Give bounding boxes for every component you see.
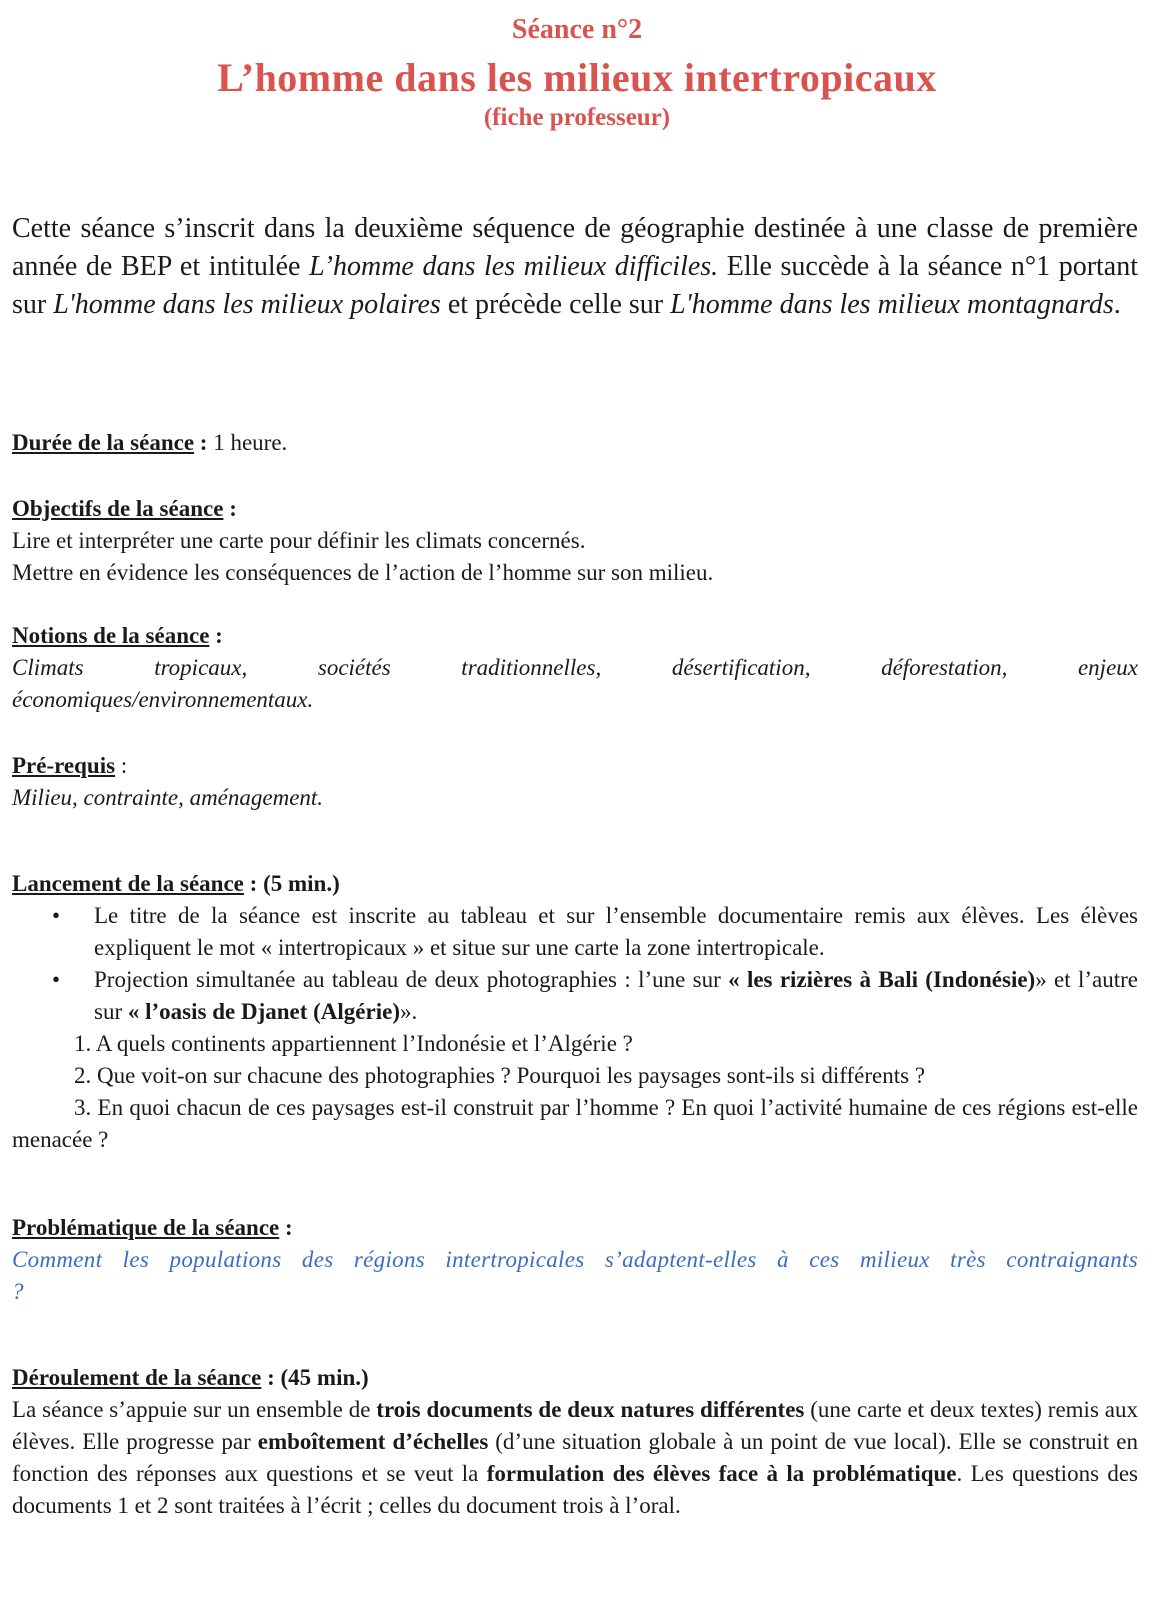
notions-label: Notions de la séance xyxy=(12,623,210,648)
duree-value: 1 heure. xyxy=(213,430,288,455)
photo-bali: « les rizières à Bali (Indonésie) xyxy=(728,967,1036,992)
page-title: L’homme dans les milieux intertropicaux xyxy=(217,55,937,100)
lancement-label: Lancement de la séance xyxy=(12,871,244,896)
intro-previous-seance: L'homme dans les milieux polaires xyxy=(53,289,441,320)
problematique-section: Problématique de la séance : Comment les populations des régions intertropicales s’adaptent-elles à ces milieux très contraignants ? xyxy=(12,1212,1138,1308)
question-3: 3. En quoi chacun de ces paysages est-il construit par l’homme ? En quoi l’activité humaine de ces régions est-elle menacée ? xyxy=(12,1095,1138,1152)
lancement-section: Lancement de la séance : (5 min.) • Le titre de la séance est inscrite au tableau et sur l’ensemble documentaire remis aux élèves. Les élèves expliquent le mot « intertropicaux » et situe sur une carte la zone intertropicale. • Projection simultanée au tableau de deux photographies : l’une sur « les rizières à Bali (Indonésie)» et l’autre sur « l’oasis de Djanet (Algérie)». 1. A quels continents appartiennent l’Indonésie et l’Algérie ? 2. Que voit-on sur chacune des photographies ? Pourquoi les paysages sont-ils si différents ? 3. En quoi chacun de ces paysages est-il construit par l’homme ? En quoi l’activité humaine de ces régions est-elle menacée ? xyxy=(12,868,1138,1156)
notions-text: Climats tropicaux, sociétés traditionnelles, désertification, déforestation, enjeux économiques/environnementaux. xyxy=(12,655,1138,712)
seance-number: Séance n°2 xyxy=(511,14,643,45)
notions-section: Notions de la séance : Climats tropicaux, sociétés traditionnelles, désertification, déforestation, enjeux économiques/environnementaux. xyxy=(12,620,1138,716)
intro-paragraph: Cette séance s’inscrit dans la deuxième séquence de géographie destinée à une classe de première année de BEP et intitulée L’homme dans les milieux difficiles. Elle succède à la séance n°1 portant sur L'homme dans les milieux polaires et précède celle sur L'homme dans les milieux montagnards. xyxy=(12,213,1139,320)
question-2: 2. Que voit-on sur chacune des photographies ? Pourquoi les paysages sont-ils si différents ? xyxy=(74,1063,926,1088)
deroulement-label: Déroulement de la séance xyxy=(12,1365,262,1390)
prerequis-label: Pré-requis xyxy=(12,753,116,778)
deroulement-duration: (45 min.) xyxy=(280,1365,369,1390)
duree-section: Durée de la séance : 1 heure. xyxy=(12,430,288,455)
intro-text-1: Cette séance s’inscrit dans la deuxième séquence de géographie destinée à une classe de première année de BEP et intitulée xyxy=(12,213,1138,282)
intro-text-3: et précède celle sur xyxy=(440,289,671,320)
list-item: • Le titre de la séance est inscrite au tableau et sur l’ensemble documentaire remis aux élèves. Les élèves expliquent le mot « intertropicaux » et situe sur une carte la zone intertropicale. xyxy=(94,900,1138,964)
prerequis-text: Milieu, contrainte, aménagement. xyxy=(12,785,324,810)
problematique-label: Problématique de la séance xyxy=(12,1215,280,1240)
lancement-duration: (5 min.) xyxy=(263,871,340,896)
photo-djanet: « l’oasis de Djanet (Algérie) xyxy=(127,999,400,1024)
intro-sequence-title: L’homme dans les milieux difficiles. xyxy=(309,251,719,282)
lancement-list xyxy=(12,900,1138,1028)
objectifs-section: Objectifs de la séance : Lire et interpréter une carte pour définir les climats concernés. Mettre en évidence les conséquences de l’action de l’homme sur son milieu. xyxy=(12,493,1138,589)
intro-text-2: Elle succède à la séance n°1 portant sur xyxy=(12,251,1139,320)
deroulement-text: La séance s’appuie sur un ensemble de trois documents de deux natures différentes (une carte et deux textes) remis aux élèves. Elle progresse par emboîtement d’échelles (d’une situation globale à un point de vue local). Elle se construit en fonction des réponses aux questions et se veut la formulation des élèves face à la problématique. Les questions des documents 1 et 2 sont traitées à l’écrit ; celles du document trois à l’oral. xyxy=(12,1397,1139,1518)
objectif-line: Mettre en évidence les conséquences de l’action de l’homme sur son milieu. xyxy=(12,560,714,585)
objectif-line: Lire et interpréter une carte pour définir les climats concernés. xyxy=(12,528,586,553)
list-item: • Projection simultanée au tableau de deux photographies : l’une sur « les rizières à Bali (Indonésie)» et l’autre sur « l’oasis de Djanet (Algérie)». xyxy=(94,964,1138,1028)
prerequis-section: Pré-requis : Milieu, contrainte, aménagement. xyxy=(12,750,1138,814)
page-subtitle: (fiche professeur) xyxy=(483,104,671,131)
problematique-text: Comment les populations des régions intertropicales s’adaptent-elles à ces milieux très contraignants ? xyxy=(12,1247,1138,1304)
question-1: 1. A quels continents appartiennent l’Indonésie et l’Algérie ? xyxy=(74,1031,633,1056)
objectifs-label: Objectifs de la séance xyxy=(12,496,224,521)
deroulement-section: Déroulement de la séance : (45 min.) La séance s’appuie sur un ensemble de trois documents de deux natures différentes (une carte et deux textes) remis aux élèves. Elle progresse par emboîtement d’échelles (d’une situation globale à un point de vue local). Elle se construit en fonction des réponses aux questions et se veut la formulation des élèves face à la problématique. Les questions des documents 1 et 2 sont traitées à l’écrit ; celles du document trois à l’oral. xyxy=(12,1362,1138,1522)
duree-label: Durée de la séance xyxy=(12,430,195,455)
intro-next-seance: L'homme dans les milieux montagnards xyxy=(670,289,1114,320)
